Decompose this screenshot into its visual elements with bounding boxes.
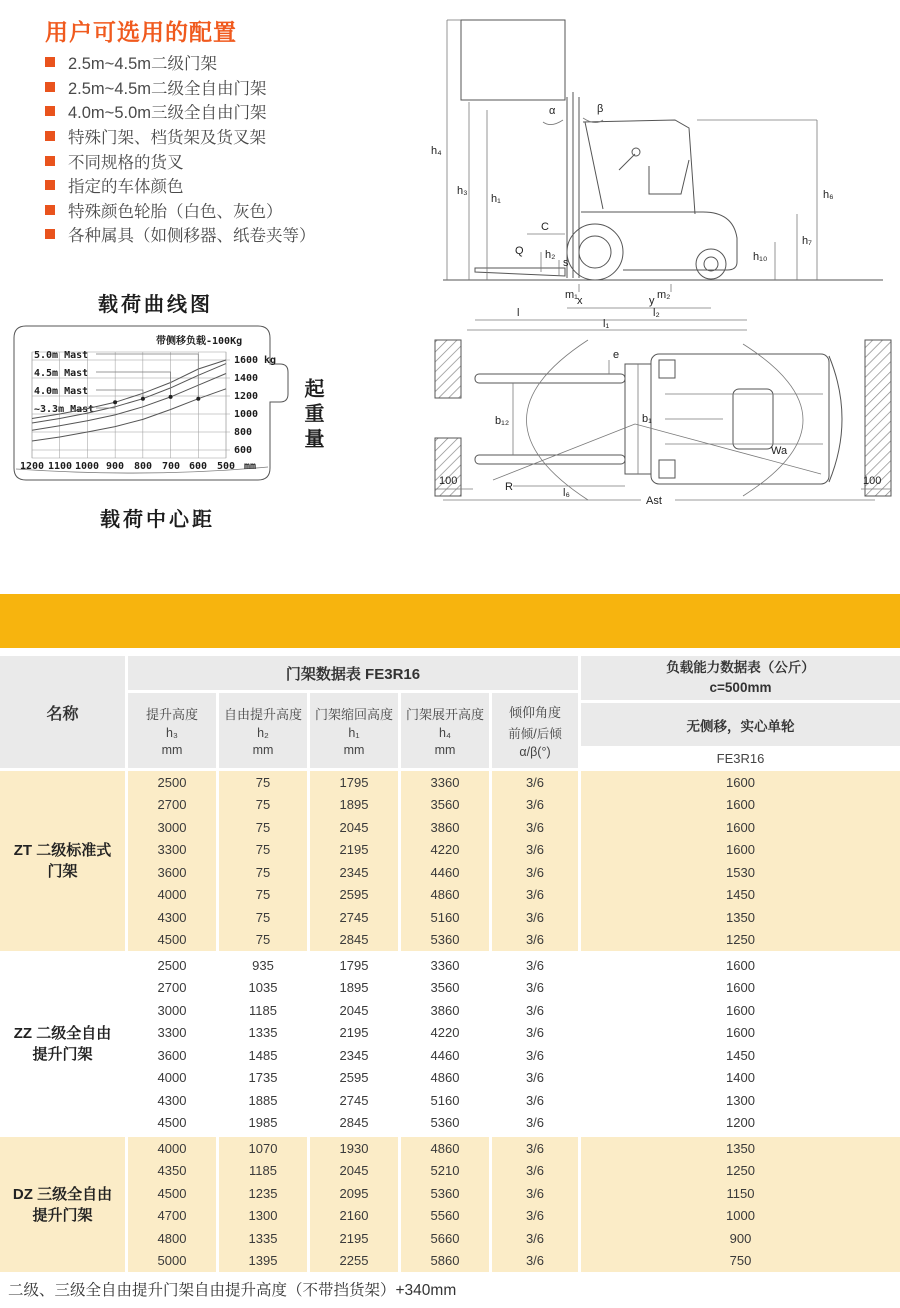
dim-label-beta: β	[597, 103, 604, 115]
capacity-model: FE3R16	[581, 749, 900, 768]
dim-label-l6: l₆	[563, 487, 570, 499]
bullet-square-icon	[45, 156, 55, 166]
spec-value: 3/6	[492, 861, 578, 884]
spec-value: 3560	[401, 794, 489, 817]
capacity-value: 1350	[581, 1137, 900, 1160]
spec-value: 3000	[128, 999, 216, 1022]
spec-value: 2160	[310, 1205, 398, 1228]
spec-value: 3/6	[492, 906, 578, 929]
x-tick: 700	[161, 461, 181, 472]
dim-label-Q: Q	[515, 245, 524, 257]
spec-value: 2045	[310, 999, 398, 1022]
spec-value: 4860	[401, 884, 489, 907]
spec-value: 3/6	[492, 977, 578, 1000]
spec-value: 1895	[310, 794, 398, 817]
bullet-square-icon	[45, 82, 55, 92]
spec-value: 4220	[401, 839, 489, 862]
spec-value: 2845	[310, 929, 398, 952]
x-tick: 1100	[47, 461, 73, 472]
option-item: 不同规格的货叉	[45, 148, 316, 173]
capacity-data-title: 负载能力数据表（公斤） c=500mm	[581, 656, 900, 700]
spec-value: 75	[219, 839, 307, 862]
spec-value: 2345	[310, 861, 398, 884]
x-tick: 900	[105, 461, 125, 472]
spec-value: 1035	[219, 977, 307, 1000]
capacity-value: 1600	[581, 1022, 900, 1045]
forklift-top-view-drawing	[413, 334, 898, 506]
spec-value: 1930	[310, 1137, 398, 1160]
spec-value: 5360	[401, 1112, 489, 1135]
column-header: 门架缩回高度 h₁ mm	[310, 693, 398, 768]
bullet-square-icon	[45, 205, 55, 215]
column-header: 门架展开高度 h₄ mm	[401, 693, 489, 768]
spec-value: 4350	[128, 1160, 216, 1183]
mast-label: 4.0m Mast	[34, 386, 89, 397]
dim-label-R: R	[505, 481, 513, 493]
spec-value: 4460	[401, 861, 489, 884]
x-tick: 600	[188, 461, 208, 472]
spec-value: 2595	[310, 884, 398, 907]
spec-value: 935	[219, 954, 307, 977]
bullet-square-icon	[45, 57, 55, 67]
curve-marker-dot	[113, 400, 117, 404]
spec-value: 2045	[310, 1160, 398, 1183]
dim-label-h4: h₄	[431, 145, 442, 157]
spec-value: 1795	[310, 771, 398, 794]
seat-top	[733, 389, 773, 449]
spec-value: 4000	[128, 884, 216, 907]
spec-value: 4220	[401, 1022, 489, 1045]
capacity-value: 1250	[581, 1160, 900, 1183]
options-list	[45, 50, 316, 247]
spec-value: 3/6	[492, 1250, 578, 1273]
load-curve	[32, 374, 226, 431]
spec-value: 3300	[128, 1022, 216, 1045]
spec-value: 3/6	[492, 999, 578, 1022]
dim-label-Wa: Wa	[771, 445, 788, 457]
leader-line	[96, 390, 143, 399]
steering-wheel	[632, 148, 640, 156]
capacity-value: 1250	[581, 929, 900, 952]
top-section	[0, 0, 900, 594]
spec-value: 5000	[128, 1250, 216, 1273]
spec-value: 3/6	[492, 1205, 578, 1228]
option-item: 4.0m~5.0m三级全自由门架	[45, 99, 316, 124]
spec-value: 3/6	[492, 1137, 578, 1160]
capacity-subtitle: 无侧移，实心单轮	[581, 703, 900, 746]
dim-label-h2: h₂	[545, 249, 556, 261]
capacity-value: 900	[581, 1227, 900, 1250]
dim-label-h3: h₃	[457, 185, 468, 197]
spec-value: 4860	[401, 1067, 489, 1090]
spec-value: 3/6	[492, 1112, 578, 1135]
rear-wheel	[696, 249, 726, 279]
spec-value: 2195	[310, 1022, 398, 1045]
spec-value: 1795	[310, 954, 398, 977]
forklift-side-view-drawing	[413, 2, 898, 332]
dim-label-h7: h₇	[802, 235, 812, 247]
spec-value: 3860	[401, 999, 489, 1022]
spec-value: 1895	[310, 977, 398, 1000]
curve-marker-dot	[196, 397, 200, 401]
y-tick: 800	[234, 427, 253, 438]
spec-value: 2195	[310, 839, 398, 862]
spec-value: 3/6	[492, 1182, 578, 1205]
spec-value: 75	[219, 816, 307, 839]
capacity-value: 1450	[581, 1044, 900, 1067]
spec-value: 2500	[128, 954, 216, 977]
spec-value: 5560	[401, 1205, 489, 1228]
chassis-outline	[581, 212, 737, 270]
overhead-guard	[583, 120, 695, 214]
mast-data-title: 门架数据表 FE3R16	[128, 656, 578, 690]
spec-value: 2045	[310, 816, 398, 839]
spec-value: 75	[219, 861, 307, 884]
option-item: 指定的车体颜色	[45, 173, 316, 198]
dim-label-l2: l₂	[653, 307, 660, 319]
spec-value: 75	[219, 771, 307, 794]
spec-value: 2095	[310, 1182, 398, 1205]
dim-label-l1: l₁	[603, 318, 610, 330]
dim-label-C: C	[541, 221, 549, 233]
capacity-value: 1200	[581, 1112, 900, 1135]
spec-value: 1070	[219, 1137, 307, 1160]
spec-value: 2745	[310, 906, 398, 929]
spec-value: 1185	[219, 999, 307, 1022]
section-divider-band	[0, 594, 900, 648]
bullet-square-icon	[45, 131, 55, 141]
spec-value: 2845	[310, 1112, 398, 1135]
spec-value: 3/6	[492, 884, 578, 907]
spec-value: 4000	[128, 1137, 216, 1160]
mast-table-groups	[0, 771, 900, 1272]
dim-label-h1: h₁	[491, 193, 501, 205]
rear-contour	[829, 356, 842, 482]
spec-value: 2700	[128, 794, 216, 817]
column-header: 提升高度 h₃ mm	[128, 693, 216, 768]
capacity-value: 1000	[581, 1205, 900, 1228]
spec-value: 3600	[128, 861, 216, 884]
mast-label: ~3.3m Mast	[34, 404, 95, 415]
fork-blade	[475, 268, 565, 276]
spec-value: 1185	[219, 1160, 307, 1183]
spec-value: 4460	[401, 1044, 489, 1067]
y-tick: 1200	[234, 391, 259, 402]
spec-value: 75	[219, 906, 307, 929]
capacity-value: 1600	[581, 999, 900, 1022]
spec-value: 2745	[310, 1089, 398, 1112]
spec-value: 1885	[219, 1089, 307, 1112]
x-axis-title: 载荷中心距	[100, 509, 215, 531]
dim-label-m1: m₁	[565, 289, 578, 301]
spec-value: 5160	[401, 1089, 489, 1112]
spec-value: 5360	[401, 1182, 489, 1205]
capacity-value: 1450	[581, 884, 900, 907]
leader-line	[96, 372, 171, 397]
option-item: 各种属具（如侧移器、纸卷夹等）	[45, 222, 316, 247]
spec-value: 1335	[219, 1227, 307, 1250]
capacity-value: 1150	[581, 1182, 900, 1205]
load-curve-plot	[8, 322, 308, 502]
spec-value: 4800	[128, 1227, 216, 1250]
spec-value: 5360	[401, 929, 489, 952]
option-item: 2.5m~4.5m二级门架	[45, 50, 316, 75]
spec-table	[0, 656, 900, 1272]
options-title: 用户可选用的配置	[45, 19, 237, 45]
spec-value: 4000	[128, 1067, 216, 1090]
spec-value: 3000	[128, 816, 216, 839]
capacity-value: 1400	[581, 1067, 900, 1090]
spec-value: 3/6	[492, 1160, 578, 1183]
x-unit-label: mm	[244, 461, 257, 472]
table-group	[0, 771, 900, 951]
wall-hatch	[865, 340, 891, 496]
spec-value: 3860	[401, 816, 489, 839]
spec-value: 5160	[401, 906, 489, 929]
load-chart-title: 载荷曲线图	[98, 294, 213, 316]
y-axis-title: 起重量	[301, 378, 323, 453]
option-item: 特殊门架、档货架及货叉架	[45, 124, 316, 149]
x-tick: 800	[133, 461, 153, 472]
spec-value: 3/6	[492, 954, 578, 977]
bullet-square-icon	[45, 180, 55, 190]
spec-value: 1985	[219, 1112, 307, 1135]
spec-value: 5660	[401, 1227, 489, 1250]
dim-label-h10: h₁₀	[753, 251, 768, 263]
spec-value: 1300	[219, 1205, 307, 1228]
spec-value: 3600	[128, 1044, 216, 1067]
mast-type-label: ZT 二级标准式 门架	[0, 771, 125, 951]
spec-value: 1235	[219, 1182, 307, 1205]
option-item: 2.5m~4.5m二级全自由门架	[45, 75, 316, 100]
load-chart	[8, 322, 308, 502]
wall-hatch	[435, 340, 461, 398]
capacity-value: 1350	[581, 906, 900, 929]
spec-value: 4860	[401, 1137, 489, 1160]
spec-value: 4300	[128, 906, 216, 929]
spec-value: 3/6	[492, 1227, 578, 1250]
column-header: 倾仰角度 前倾/后倾 α/β(°)	[492, 693, 578, 768]
y-unit-label: kg	[264, 355, 277, 366]
bullet-square-icon	[45, 229, 55, 239]
dim-label-y: y	[649, 295, 655, 307]
bullet-square-icon	[45, 106, 55, 116]
dim-label-l: l	[517, 307, 520, 319]
mast-type-label: ZZ 二级全自由 提升门架	[0, 954, 125, 1134]
spec-value: 4700	[128, 1205, 216, 1228]
spec-value: 1335	[219, 1022, 307, 1045]
spec-value: 2255	[310, 1250, 398, 1273]
spec-table-header	[0, 656, 900, 768]
spec-value: 2700	[128, 977, 216, 1000]
dim-label-Ast: Ast	[646, 495, 662, 506]
capacity-value: 1300	[581, 1089, 900, 1112]
seat-outline	[649, 160, 689, 194]
capacity-value: 1600	[581, 954, 900, 977]
sideshift-annotation: 带侧移负载-100Kg	[156, 336, 243, 347]
spec-value: 3/6	[492, 1067, 578, 1090]
dim-label-e: e	[613, 349, 620, 361]
dim-label-m2: m₂	[657, 289, 671, 301]
footnote: 二级、三级全自由提升门架自由提升高度（不带挡货架）+340mm	[8, 1282, 457, 1299]
dim-label-s: s	[563, 257, 569, 269]
x-tick: 1000	[74, 461, 100, 472]
spec-value: 3/6	[492, 794, 578, 817]
spec-value: 5210	[401, 1160, 489, 1183]
spec-value: 4300	[128, 1089, 216, 1112]
mast-type-label: DZ 三级全自由 提升门架	[0, 1137, 125, 1272]
spec-value: 1395	[219, 1250, 307, 1273]
spec-value: 4500	[128, 1182, 216, 1205]
capacity-value: 1600	[581, 771, 900, 794]
header-name-cell: 名称	[0, 656, 125, 768]
spec-value: 75	[219, 794, 307, 817]
capacity-value: 1600	[581, 794, 900, 817]
spec-value: 2595	[310, 1067, 398, 1090]
dim-label-b12: b₁₂	[495, 415, 510, 427]
spec-value: 1485	[219, 1044, 307, 1067]
option-item: 特殊颜色轮胎（白色、灰色）	[45, 198, 316, 223]
spec-value: 3560	[401, 977, 489, 1000]
y-tick: 1400	[234, 373, 259, 384]
x-tick: 1200	[19, 461, 45, 472]
capacity-value: 1600	[581, 839, 900, 862]
wall-hatch	[435, 438, 461, 496]
spec-value: 3/6	[492, 839, 578, 862]
spec-value: 75	[219, 884, 307, 907]
spec-value: 75	[219, 929, 307, 952]
dim-label-h6: h₆	[823, 189, 834, 201]
dim-label-b1: b₁	[642, 413, 652, 425]
table-group	[0, 954, 900, 1134]
capacity-value: 1530	[581, 861, 900, 884]
curve-marker-dot	[169, 395, 173, 399]
y-tick: 600	[234, 445, 253, 456]
mast-label: 4.5m Mast	[34, 368, 89, 379]
spec-value: 3/6	[492, 816, 578, 839]
swing-arc-left	[527, 340, 589, 500]
dim-label-x: x	[577, 295, 583, 307]
spec-value: 3/6	[492, 1044, 578, 1067]
spec-value: 1735	[219, 1067, 307, 1090]
column-header: 自由提升高度 h₂ mm	[219, 693, 307, 768]
mast-label: 5.0m Mast	[34, 350, 89, 361]
capacity-value: 750	[581, 1250, 900, 1273]
spec-value: 4500	[128, 1112, 216, 1135]
spec-value: 2345	[310, 1044, 398, 1067]
spec-value: 2500	[128, 771, 216, 794]
spec-value: 2195	[310, 1227, 398, 1250]
fork-top	[475, 455, 625, 464]
table-group	[0, 1137, 900, 1272]
raised-load-outline	[461, 20, 565, 100]
spec-value: 3360	[401, 954, 489, 977]
curve-marker-dot	[141, 397, 145, 401]
dim-label-100-left: 100	[439, 475, 458, 487]
spec-value: 4500	[128, 929, 216, 952]
spec-value: 3/6	[492, 1089, 578, 1112]
dim-label-alpha: α	[549, 105, 556, 117]
dim-label-100-right: 100	[863, 475, 882, 487]
spec-value: 3/6	[492, 1022, 578, 1045]
spec-value: 3360	[401, 771, 489, 794]
spec-value: 3/6	[492, 771, 578, 794]
fork-top	[475, 374, 625, 383]
y-tick: 1600	[234, 355, 259, 366]
spec-value: 3300	[128, 839, 216, 862]
x-tick: 500	[216, 461, 236, 472]
capacity-value: 1600	[581, 977, 900, 1000]
front-wheel	[567, 224, 623, 280]
y-tick: 1000	[234, 409, 259, 420]
capacity-value: 1600	[581, 816, 900, 839]
spec-value: 5860	[401, 1250, 489, 1273]
spec-value: 3/6	[492, 929, 578, 952]
